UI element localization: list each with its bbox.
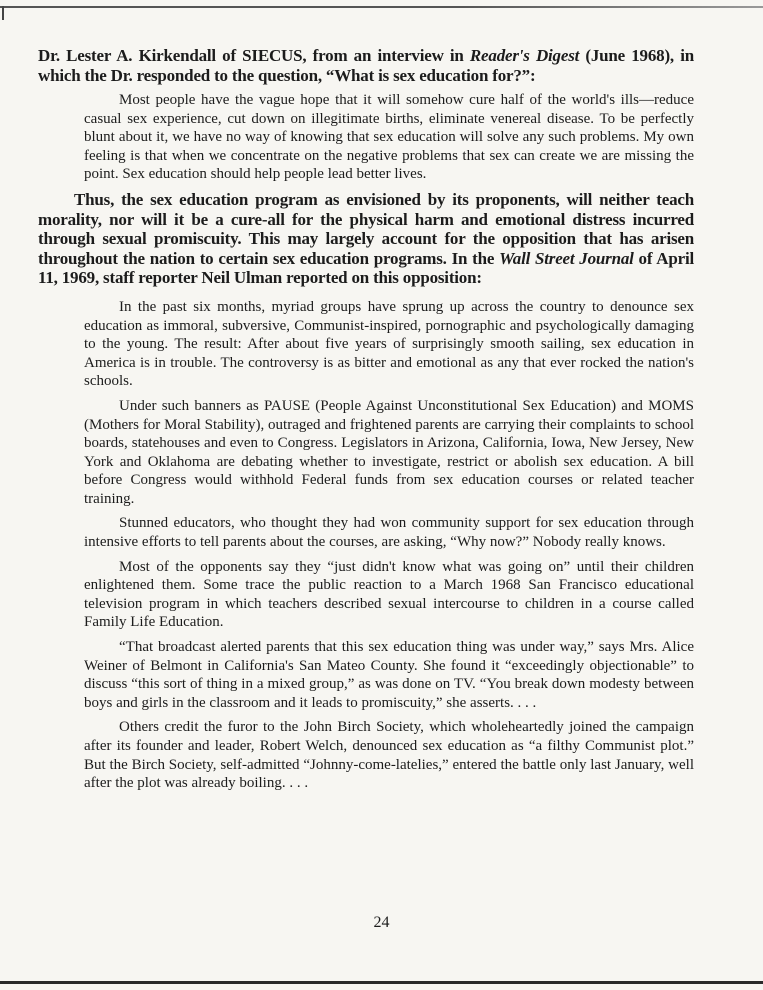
intro-paragraph [38,46,694,86]
wsj-quote-paragraph: “That broadcast alerted parents that this sex education thing was under way,” says Mrs. Alice Weiner of Belmont in California's San Mateo County. She found it “exceedingly objectionable” to discuss “this sort of thing in a mixed group,” as was done on TV. “You break down modesty between boys and girls in the classroom and it leads to promiscuity,” she asserts. . . . [84,639,694,711]
wsj-quote-paragraph: In the past six months, myriad groups have sprung up across the country to denounce sex education as immoral, subversive, Communist-inspired, pornographic and psychologically damaging to the young. The result: After about five years of surprisingly smooth sailing, sex education in America is in trouble. The controversy is as bitter and emotional as any that ever rocked the nation's schools. [84,298,694,390]
kirkendall-quote: Most people have the vague hope that it will somehow cure half of the world's ills—reduce casual sex experience, cut down on illegitimate births, eliminate venereal disease. To be perfectly blunt about it, we have no way of knowing that sex education will solve any such problems. My own feeling is that when we concentrate on the negative problems that sex can create we are missing the point. Sex education should help people lead better lives. [84,92,694,183]
page-content [38,46,694,799]
body-paragraph [38,190,694,288]
intro-text: Dr. Lester A. Kirkendall of SIECUS, from an interview in [38,46,470,65]
page-number: 24 [373,914,390,931]
top-corner-mark [2,6,4,20]
intro-text-end: (June 1968), in which the Dr. responded to the question, “What is sex education for?”: [38,46,694,85]
wsj-quote-paragraph: Most of the opponents say they “just didn't know what was going on” until their children enlightened them. Some trace the public reaction to a March 1968 San Francisco educational television program in which teachers described sexual intercourse to children in a course called Family Life Education. [84,558,694,631]
body-source-title: Wall Street Journal [499,248,634,268]
top-rule [0,6,763,8]
body-text-end: of April 11, 1969, staff reporter Neil Ulman reported on this opposition: [38,248,694,288]
body-text: Thus, the sex education program as envisioned by its proponents, will neither teach morality, nor will it be a cure-all for the physical harm and emotional distress incurred through sexual promiscuity. This may largely account for the opposition that has arisen throughout the nation to certain sex education programs. In the [38,189,694,268]
intro-source-title: Reader's Digest [469,46,580,65]
wsj-quote-paragraph: Under such banners as PAUSE (People Against Unconstitutional Sex Education) and MOMS (Mothers for Moral Stability), outraged and frightened parents are carrying their complaints to school boards, statehouses and even to Congress. Legislators in Arizona, California, Iowa, New Jersey, New York and Oklahoma are debating whether to investigate, restrict or abolish sex education. A bill before Congress would withhold Federal funds from sex education courses or related teacher training. [84,397,694,507]
wsj-quote-paragraph: Others credit the furor to the John Birch Society, which wholeheartedly joined the campaign after its founder and leader, Robert Welch, denounced sex education as “a filthy Communist plot.” But the Birch Society, self-admitted “Johnny-come-latelies,” entered the battle only last January, well after the plot was already boiling. . . . [84,719,694,792]
bottom-rule [0,981,763,984]
wsj-quote-paragraph: Stunned educators, who thought they had won community support for sex education through intensive efforts to tell parents about the courses, are asking, “Why now?” Nobody really knows. [84,515,694,551]
